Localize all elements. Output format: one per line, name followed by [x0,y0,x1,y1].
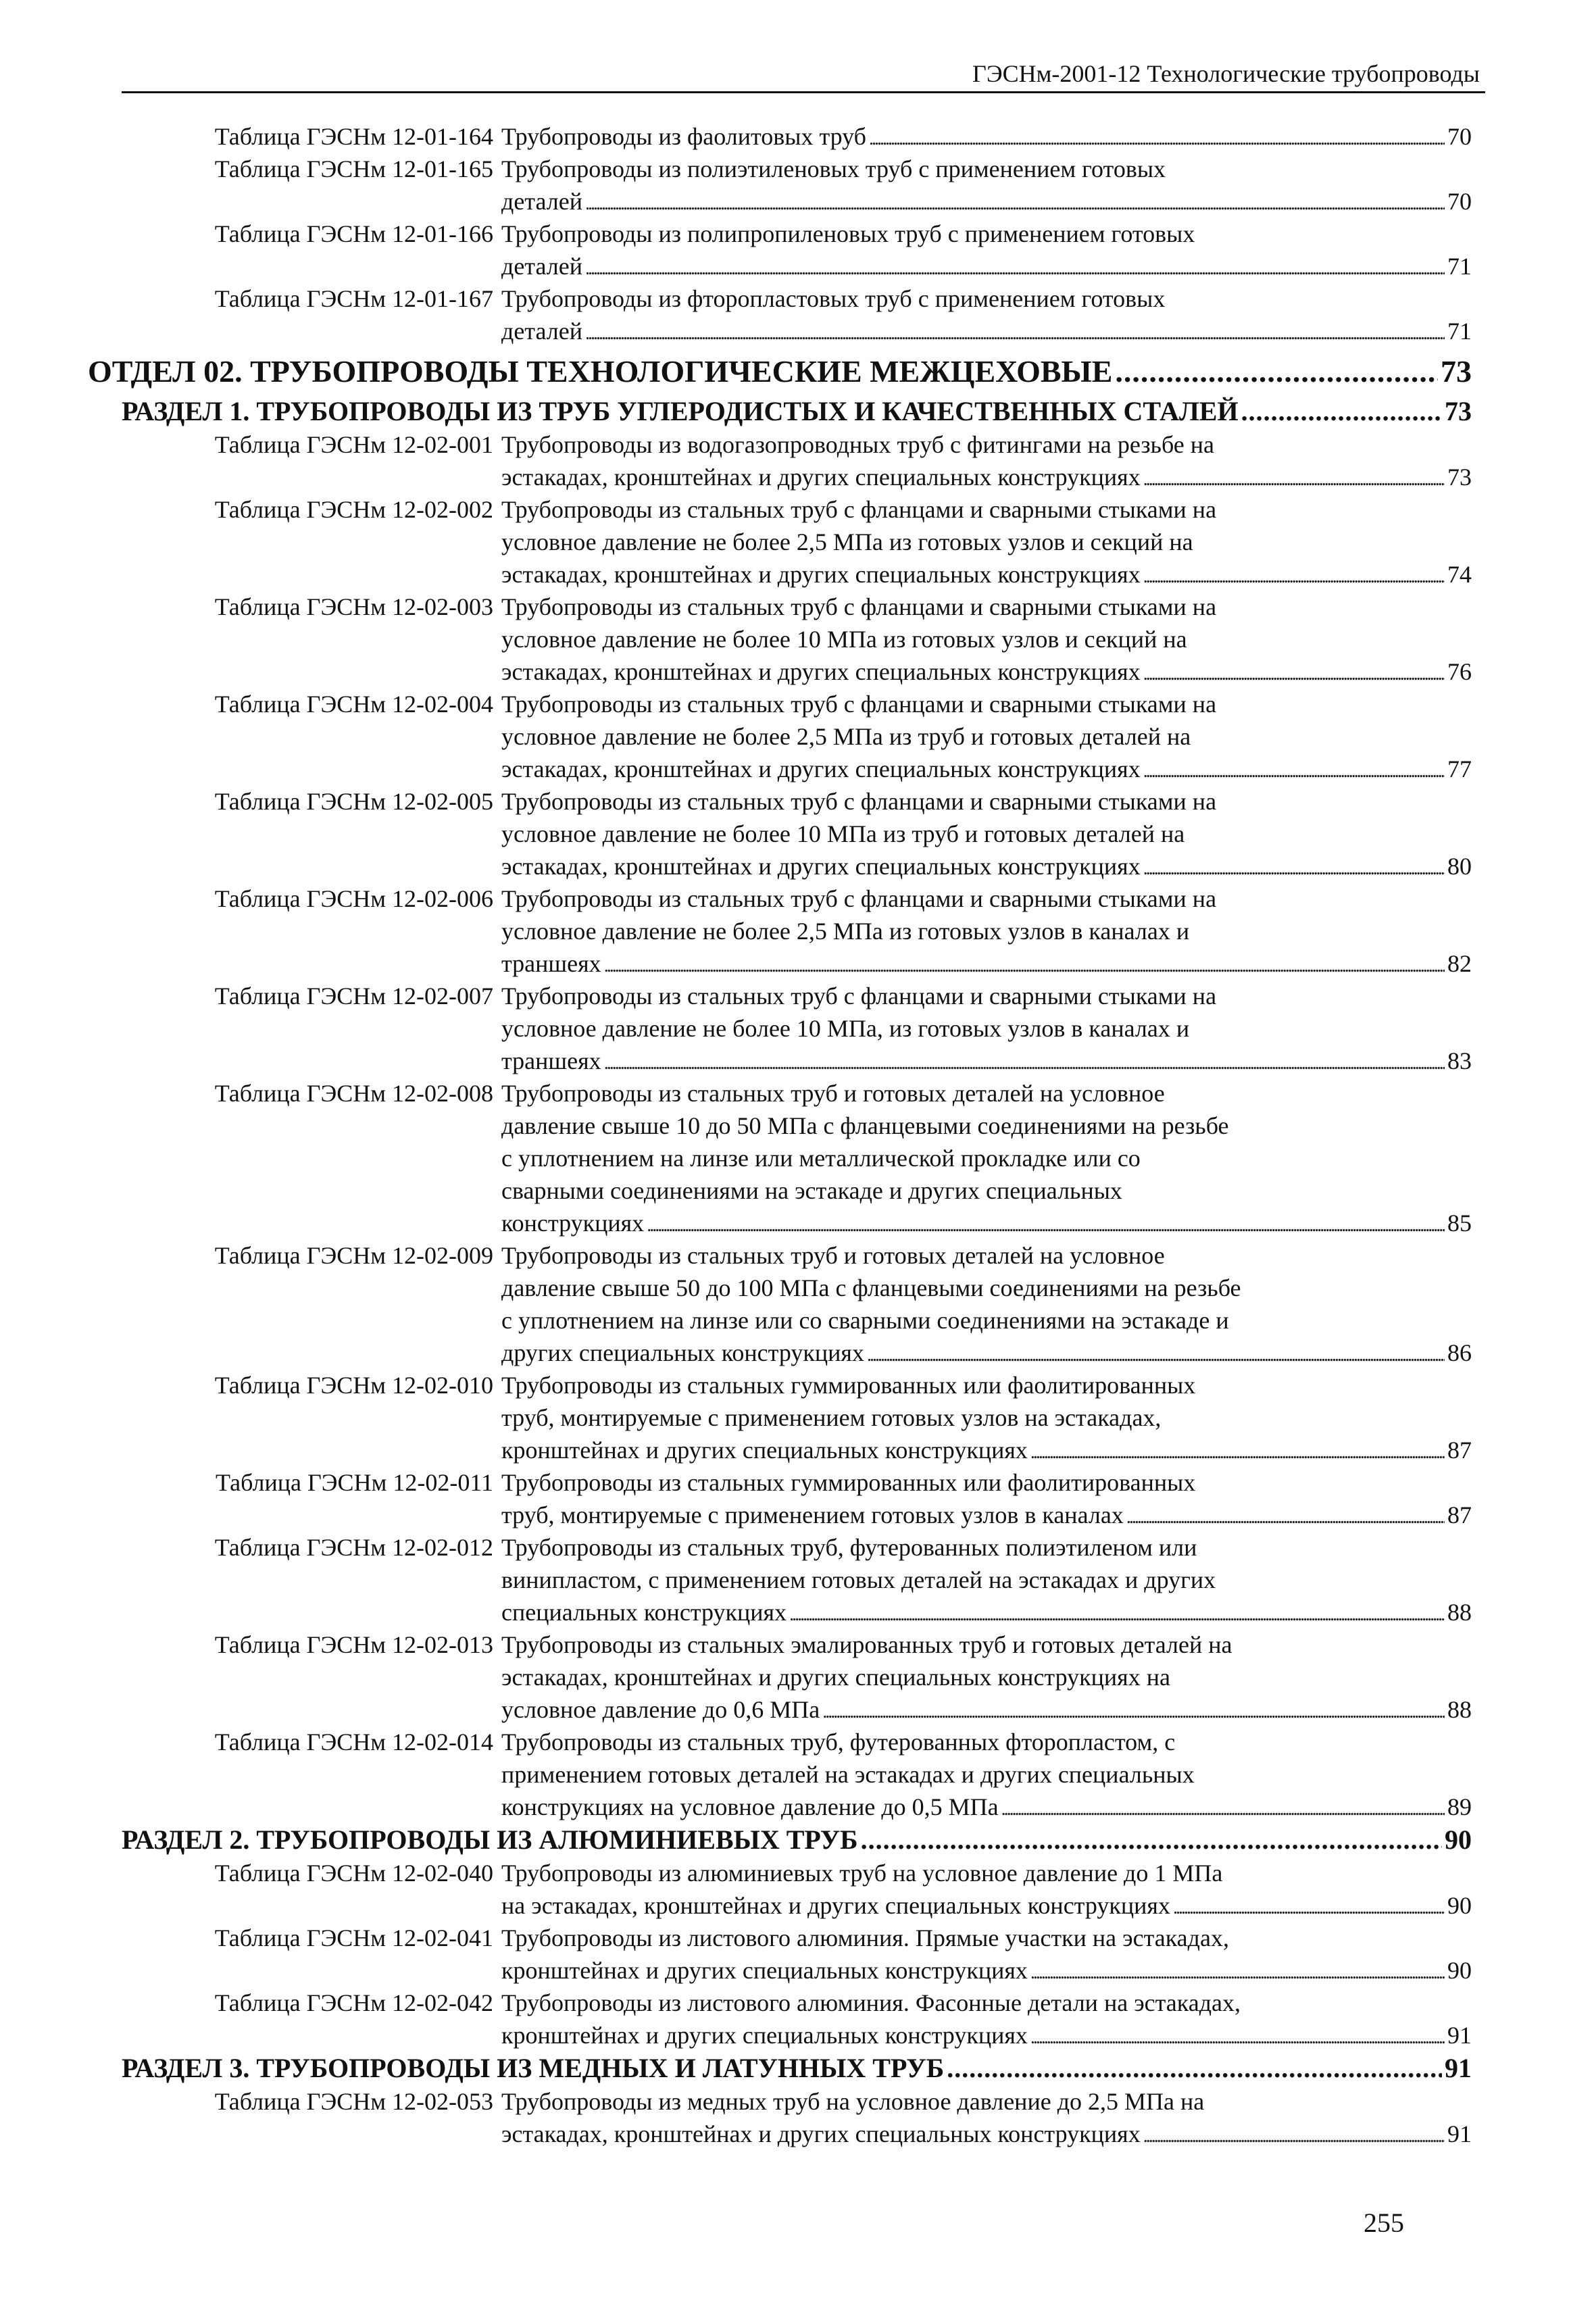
dot-leader [1126,1499,1445,1531]
toc-entry-title [501,218,1472,282]
toc-table-label: Таблица ГЭСНм 12-02-004 [214,691,493,718]
toc-page-number: 87 [1447,1437,1472,1464]
toc-table-label: Таблица ГЭСНм 12-01-167 [214,285,493,312]
toc-entry-text: деталей [501,188,582,215]
toc-entry-line [501,882,1472,915]
dot-leader [585,185,1445,218]
toc-entry[interactable] [0,1466,1596,1531]
section-heading[interactable] [88,353,1472,391]
toc-entry-text: Трубопроводы из листового алюминия. Прямые участки на эстакадах, [501,1924,1229,1951]
toc-entry-text: конструкциях на условное давление до 0,5 МПа [501,1793,999,1820]
dot-leader [1143,2118,1445,2150]
toc-entry-text: Трубопроводы из стальных труб с фланцами и сварными стыками на [501,496,1217,523]
toc-entry-line [501,785,1472,818]
toc-table-label: Таблица ГЭСНм 12-02-011 [216,1469,493,1496]
toc-entry-title [501,591,1472,688]
toc-table-label: Таблица ГЭСНм 12-02-010 [214,1372,493,1399]
toc-entry-text: деталей [501,318,582,345]
toc-entry-line [501,526,1472,558]
toc-entry-line [501,558,1472,591]
toc-entry-text: Трубопроводы из стальных труб и готовых деталей на условное [501,1242,1165,1269]
toc-table-label: Таблица ГЭСНм 12-02-006 [214,885,493,912]
dot-leader [1001,1791,1445,1823]
toc-entry-line [501,1726,1472,1758]
toc-entry-text: условное давление до 0,6 МПа [501,1696,820,1723]
toc-entry-text: Трубопроводы из стальных труб, футерованных полиэтиленом или [501,1534,1197,1561]
subsection-heading-text: РАЗДЕЛ 2. ТРУБОПРОВОДЫ ИЗ АЛЮМИНИЕВЫХ ТРУБ [122,1824,858,1855]
toc-page-number: 74 [1447,561,1472,588]
toc-page-number: 70 [1447,188,1472,215]
toc-page-number: 86 [1447,1339,1472,1366]
dot-leader [1241,395,1442,428]
toc-page-number: 73 [1441,354,1472,389]
toc-entry-text: труб, монтируемые с применением готовых узлов в каналах [501,1501,1124,1528]
toc-entry-line [501,1239,1472,1272]
toc-entry-title [501,1857,1472,1922]
toc-entry-text: других специальных конструкциях [501,1339,864,1366]
dot-leader [947,2051,1442,2085]
toc-entry[interactable] [0,282,1596,347]
toc-entry-text: Трубопроводы из стальных гуммированных или фаолитированных [501,1372,1196,1399]
header-rule [122,91,1485,93]
toc-entry-text: Трубопроводы из стальных труб с фланцами и сварными стыками на [501,982,1217,1010]
toc-entry-line [501,947,1472,980]
dot-leader [822,1693,1445,1726]
toc-table-label: Таблица ГЭСНм 12-02-014 [214,1728,493,1756]
toc-entry-text: Трубопроводы из стальных труб с фланцами и сварными стыками на [501,788,1217,815]
toc-entry[interactable] [0,120,1596,153]
section-heading-text: ОТДЕЛ 02. ТРУБОПРОВОДЫ ТЕХНОЛОГИЧЕСКИЕ МЕЖЦЕХОВЫЕ [88,354,1113,389]
toc-page-number: 87 [1447,1501,1472,1528]
toc-entry[interactable] [0,1987,1596,2051]
toc-entry-line [501,1401,1472,1434]
toc-entry-text: конструкциях [501,1210,645,1237]
toc-table-label: Таблица ГЭСНм 12-02-053 [214,2088,493,2115]
toc-entry-title [501,688,1472,785]
toc-entry-text: кронштейнах и других специальных конструкциях [501,2022,1028,2049]
subsection-heading[interactable] [122,395,1472,428]
toc-entry-title [501,1531,1472,1628]
toc-entry[interactable] [0,153,1596,218]
toc-entry-line [501,1954,1472,1987]
toc-entry-line [501,428,1472,461]
toc-entry[interactable] [0,218,1596,282]
toc-page-number: 71 [1447,318,1472,345]
toc-entry-line [501,1791,1472,1823]
toc-entry-line [501,120,1472,153]
toc-page-number: 91 [1445,2053,1472,2083]
toc-entry-text: условное давление не более 2,5 МПа из труб и готовых деталей на [501,723,1191,750]
subsection-heading[interactable] [122,1823,1472,1857]
toc-entry-title [501,1987,1472,2051]
toc-page-number: 82 [1447,950,1472,977]
toc-entry-text: Трубопроводы из фаолитовых труб [501,123,866,150]
dot-leader [1173,1889,1445,1922]
toc-table-label: Таблица ГЭСНм 12-02-042 [214,1989,493,2016]
toc-page-number: 88 [1447,1696,1472,1723]
toc-table-label: Таблица ГЭСНм 12-02-002 [214,496,493,523]
toc-table-label: Таблица ГЭСНм 12-02-040 [214,1860,493,1887]
toc-entry-line [501,688,1472,720]
toc-entry-text: траншеях [501,1047,601,1074]
toc-entry-text: сварными соединениями на эстакаде и других специальных [501,1177,1122,1204]
toc-entry-line [501,2019,1472,2051]
dot-leader [647,1207,1445,1239]
toc-entry-text: Трубопроводы из полипропиленовых труб с применением готовых [501,220,1195,247]
toc-entry-text: с уплотнением на линзе или со сварными соединениями на эстакаде и [501,1307,1229,1334]
toc-page-number: 76 [1447,658,1472,685]
dot-leader [1143,461,1445,493]
toc-entry-title [501,980,1472,1077]
toc-entry-line [501,1045,1472,1077]
dot-leader [1030,1434,1445,1466]
dot-leader [1143,655,1445,688]
toc-table-label: Таблица ГЭСНм 12-02-008 [214,1080,493,1107]
dot-leader [604,947,1445,980]
toc-entry-line [501,493,1472,526]
toc-entry-text: условное давление не более 2,5 МПа из готовых узлов в каналах и [501,918,1190,945]
toc-entry-line [501,1661,1472,1693]
toc-entry-text: Трубопроводы из алюминиевых труб на условное давление до 1 МПа [501,1860,1223,1887]
toc-entry-line [501,1174,1472,1207]
toc-page-number: 91 [1447,2022,1472,2049]
toc-entry-text: Трубопроводы из медных труб на условное давление до 2,5 МПа на [501,2088,1205,2115]
toc-entry-title [501,1077,1472,1239]
toc-entry-text: на эстакадах, кронштейнах и других специальных конструкциях [501,1892,1170,1919]
toc-entry-line [501,720,1472,753]
toc-table-label: Таблица ГЭСНм 12-01-166 [214,220,493,247]
toc-entry-line [501,850,1472,882]
toc-entry-line [501,1110,1472,1142]
toc-entry-line [501,250,1472,282]
toc-entry[interactable] [0,428,1596,493]
toc-table-label: Таблица ГЭСНм 12-02-003 [214,593,493,620]
toc-entry-text: с уплотнением на линзе или металлической прокладке или со [501,1145,1141,1172]
toc-entry-text: траншеях [501,950,601,977]
toc-entry-text: Трубопроводы из стальных эмалированных труб и готовых деталей на [501,1631,1232,1658]
toc-entry[interactable] [0,1077,1596,1239]
toc-entry[interactable] [0,2085,1596,2150]
toc-entry-line [501,1857,1472,1889]
toc-entry-line [501,1758,1472,1791]
toc-table-label: Таблица ГЭСНм 12-01-165 [214,155,493,182]
toc-entry-text: давление свыше 50 до 100 МПа с фланцевыми соединениями на резьбе [501,1274,1241,1301]
toc-entry-text: условное давление не более 10 МПа из труб и готовых деталей на [501,820,1185,847]
dot-leader [861,1823,1442,1857]
toc-entry-line [501,1272,1472,1304]
toc-entry[interactable] [0,1628,1596,1726]
toc-entry-line [501,1337,1472,1369]
toc-entry-title [501,493,1472,591]
running-head: ГЭСНм-2001-12 Технологические трубопроводы [972,60,1480,87]
subsection-heading[interactable] [122,2051,1472,2085]
toc-entry-text: эстакадах, кронштейнах и других специальных конструкциях [501,755,1141,782]
toc-entry-title [501,785,1472,882]
toc-page-number: 80 [1447,853,1472,880]
dot-leader [1143,558,1445,591]
toc-entry-text: эстакадах, кронштейнах и других специальных конструкциях на [501,1664,1170,1691]
toc-entry-text: Трубопроводы из полиэтиленовых труб с применением готовых [501,155,1166,182]
toc-page-number: 83 [1447,1047,1472,1074]
toc-entry-line [501,1142,1472,1174]
toc-entry-text: условное давление не более 10 МПа из готовых узлов и секций на [501,626,1187,653]
toc-entry-line [501,1922,1472,1954]
subsection-heading-text: РАЗДЕЛ 1. ТРУБОПРОВОДЫ ИЗ ТРУБ УГЛЕРОДИСТЫХ И КАЧЕСТВЕННЫХ СТАЛЕЙ [122,396,1239,426]
toc-entry-line [501,1466,1472,1499]
toc-entry-line [501,1531,1472,1564]
toc-entry-line [501,2085,1472,2118]
toc-entry-text: Трубопроводы из фторопластовых труб с применением готовых [501,285,1166,312]
toc-entry-text: Трубопроводы из стальных труб с фланцами и сварными стыками на [501,885,1217,912]
dot-leader [1143,850,1445,882]
toc-table-label: Таблица ГЭСНм 12-02-001 [214,431,493,458]
toc-entry[interactable] [0,1726,1596,1823]
toc-page-number: 91 [1447,2120,1472,2147]
toc-entry-text: Трубопроводы из листового алюминия. Фасонные детали на эстакадах, [501,1989,1241,2016]
toc-page-number: 77 [1447,755,1472,782]
toc-table-label: Таблица ГЭСНм 12-02-041 [214,1924,493,1951]
toc-entry-text: Трубопроводы из стальных гуммированных или фаолитированных [501,1469,1196,1496]
toc-entry-text: эстакадах, кронштейнах и других специальных конструкциях [501,853,1141,880]
toc-entry-line [501,1987,1472,2019]
toc-entry-title [501,1466,1472,1531]
toc-entry-title [501,1726,1472,1823]
toc-entry[interactable] [0,980,1596,1077]
toc-entry-line [501,153,1472,185]
toc-entry-text: эстакадах, кронштейнах и других специальных конструкциях [501,464,1141,491]
dot-leader [604,1045,1445,1077]
toc-table-label: Таблица ГЭСНм 12-02-012 [214,1534,493,1561]
toc-entry-title [501,1628,1472,1726]
toc-entry-text: Трубопроводы из стальных труб, футерованных фторопластом, с [501,1728,1176,1756]
toc-entry[interactable] [0,1531,1596,1628]
toc-entry-title [501,428,1472,493]
toc-entry-text: эстакадах, кронштейнах и других специальных конструкциях [501,561,1141,588]
toc-entry-title [501,153,1472,218]
toc-entry-line [501,1596,1472,1628]
toc-entry-text: труб, монтируемые с применением готовых узлов на эстакадах, [501,1404,1162,1431]
toc-page-number: 73 [1445,396,1472,426]
toc-entry-line [501,1304,1472,1337]
toc-entry-line [501,818,1472,850]
toc-entry-line [501,1499,1472,1531]
toc-page-number: 70 [1447,123,1472,150]
toc-entry[interactable] [0,785,1596,882]
toc-entry-line [501,1889,1472,1922]
toc-entry-text: Трубопроводы из стальных труб с фланцами и сварными стыками на [501,691,1217,718]
toc-entry[interactable] [0,1922,1596,1987]
toc-page-number: 71 [1447,253,1472,280]
toc-entry-line [501,753,1472,785]
toc-entry-text: кронштейнах и других специальных конструкциях [501,1437,1028,1464]
toc-entry-line [501,1207,1472,1239]
dot-leader [1030,2019,1445,2051]
toc-entry-text: кронштейнах и других специальных конструкциях [501,1957,1028,1984]
toc-entry-title [501,1369,1472,1466]
toc-entry-text: эстакадах, кронштейнах и других специальных конструкциях [501,2120,1141,2147]
toc-entry-line [501,915,1472,947]
dot-leader [585,250,1445,282]
toc-table-label: Таблица ГЭСНм 12-02-009 [214,1242,493,1269]
toc-page-number: 88 [1447,1599,1472,1626]
toc-entry-text: эстакадах, кронштейнах и других специальных конструкциях [501,658,1141,685]
dot-leader [1143,753,1445,785]
toc-entry-text: деталей [501,253,582,280]
toc-entry-text: Трубопроводы из водогазопроводных труб с фитингами на резьбе на [501,431,1215,458]
dot-leader [867,1337,1445,1369]
toc-entry-line [501,591,1472,623]
toc-entry-line [501,1012,1472,1045]
toc-table-label: Таблица ГЭСНм 12-02-007 [214,982,493,1010]
toc-entry-text: Трубопроводы из стальных труб и готовых деталей на условное [501,1080,1165,1107]
toc-entry[interactable] [0,688,1596,785]
toc-entry-title [501,282,1472,347]
toc-table-label: Таблица ГЭСНм 12-02-013 [214,1631,493,1658]
toc-entry-title [501,2085,1472,2150]
toc-entry-line [501,1693,1472,1726]
toc-page-number: 90 [1445,1824,1472,1855]
toc-page-number: 89 [1447,1793,1472,1820]
toc-page-number: 90 [1447,1957,1472,1984]
toc-page-number: 73 [1447,464,1472,491]
toc-entry-title [501,120,1472,153]
toc-entry[interactable] [0,1239,1596,1369]
toc-entry-line [501,623,1472,655]
toc-entry-text: применением готовых деталей на эстакадах и других специальных [501,1761,1195,1788]
toc-table-label: Таблица ГЭСНм 12-01-164 [214,123,493,150]
page-number: 255 [1364,2208,1404,2238]
toc-entry[interactable] [0,1857,1596,1922]
dot-leader [585,315,1445,347]
toc-page-number: 90 [1447,1892,1472,1919]
toc-entry-line [501,315,1472,347]
dot-leader [869,120,1445,153]
dot-leader [789,1596,1445,1628]
toc-entry-line [501,2118,1472,2150]
toc-entry[interactable] [0,493,1596,591]
toc-entry-text: винипластом, с применением готовых деталей на эстакадах и других [501,1566,1216,1593]
toc-entry[interactable] [0,591,1596,688]
toc-entry-line [501,282,1472,315]
toc-entry-line [501,1434,1472,1466]
toc-entry-title [501,1239,1472,1369]
toc-entry-line [501,980,1472,1012]
dot-leader [1030,1954,1445,1987]
dot-leader [1115,353,1438,391]
toc-entry-text: условное давление не более 10 МПа, из готовых узлов в каналах и [501,1015,1190,1042]
toc-entry-line [501,218,1472,250]
toc-entry-text: давление свыше 10 до 50 МПа с фланцевыми соединениями на резьбе [501,1112,1229,1139]
toc-entry-line [501,1564,1472,1596]
toc-entry-text: условное давление не более 2,5 МПа из готовых узлов и секций на [501,528,1193,555]
subsection-heading-text: РАЗДЕЛ 3. ТРУБОПРОВОДЫ ИЗ МЕДНЫХ И ЛАТУННЫХ ТРУБ [122,2053,945,2083]
toc-entry-title [501,1922,1472,1987]
toc-entry-text: Трубопроводы из стальных труб с фланцами и сварными стыками на [501,593,1217,620]
toc-entry-line [501,1628,1472,1661]
toc-entry-line [501,1369,1472,1401]
toc-entry-text: специальных конструкциях [501,1599,787,1626]
toc-entry-line [501,1077,1472,1110]
toc-entry-line [501,655,1472,688]
toc-entry-title [501,882,1472,980]
toc-table-label: Таблица ГЭСНм 12-02-005 [214,788,493,815]
toc-page-number: 85 [1447,1210,1472,1237]
toc-entry[interactable] [0,882,1596,980]
toc-entry[interactable] [0,1369,1596,1466]
toc-entry-line [501,461,1472,493]
toc-entry-line [501,185,1472,218]
